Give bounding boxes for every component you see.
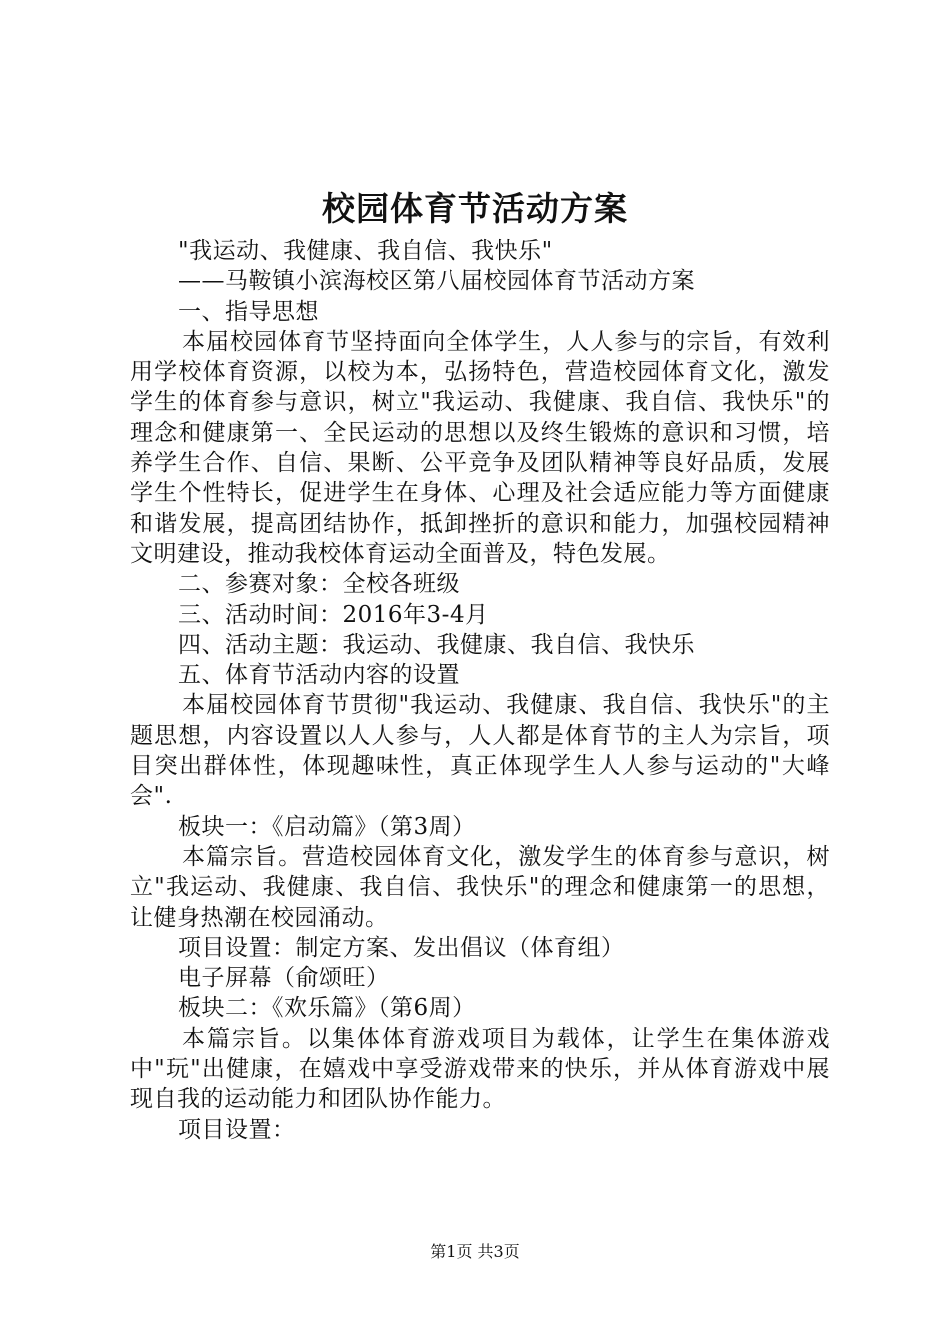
- section-activity-time: 三、活动时间：2016年3-4月: [178, 601, 489, 628]
- section-activity-theme: 四、活动主题：我运动、我健康、我自信、我快乐: [178, 631, 695, 658]
- subtitle-source: ——马鞍镇小滨海校区第八届校园体育节活动方案: [178, 268, 695, 295]
- document-body: [130, 236, 830, 1145]
- subtitle-slogan: "我运动、我健康、我自信、我快乐": [178, 238, 553, 264]
- block1-items: 项目设置：制定方案、发出倡议（体育组）: [178, 934, 625, 961]
- block1-items-2: 电子屏幕（俞颂旺）: [178, 965, 390, 992]
- block1-paragraph: 本篇宗旨。营造校园体育文化，激发学生的体育参与意识，树立"我运动、我健康、我自信、我快乐"的理念和健康第一的思想，让健身热潮在校园涌动。: [130, 843, 830, 931]
- section-heading-guiding-thought: 一、指导思想: [178, 298, 319, 325]
- paragraph-guiding-thought: 本届校园体育节坚持面向全体学生，人人参与的宗旨，有效利用学校体育资源，以校为本，弘扬特色，营造校园体育文化，激发学生的体育参与意识，树立"我运动、我健康、我自信、我快乐"的理念和健康第一、全民运动的思想以及终生锻炼的意识和习惯，培养学生合作、自信、果断、公平竞争及团队精神等良好品质，发展学生个性特长，促进学生在身体、心理及社会适应能力等方面健康和谐发展，提高团结协作，抵卸挫折的意识和能力，加强校园精神文明建设，推动我校体育运动全面普及，特色发展。: [130, 328, 830, 567]
- document-title: 校园体育节活动方案: [322, 189, 628, 228]
- block1-heading: 板块一：《启动篇》（第3周）: [178, 813, 476, 840]
- page-footer: 第1页 共3页: [430, 1242, 520, 1261]
- block2-items: 项目设置：: [178, 1116, 296, 1143]
- block2-paragraph: 本篇宗旨。以集体体育游戏项目为载体，让学生在集体游戏中"玩"出健康，在嬉戏中享受游戏带来的快乐，并从体育游戏中展现自我的运动能力和团队协作能力。: [130, 1025, 830, 1113]
- paragraph-content: 本届校园体育节贯彻"我运动、我健康、我自信、我快乐"的主题思想，内容设置以人人参与，人人都是体育节的主人为宗旨，项目突出群体性，体现趣味性，真正体现学生人人参与运动的"大峰会".: [130, 692, 830, 810]
- section-participants: 二、参赛对象：全校各班级: [178, 571, 460, 598]
- section-heading-content: 五、体育节活动内容的设置: [178, 662, 460, 689]
- block2-heading: 板块二：《欢乐篇》（第6周）: [178, 995, 476, 1022]
